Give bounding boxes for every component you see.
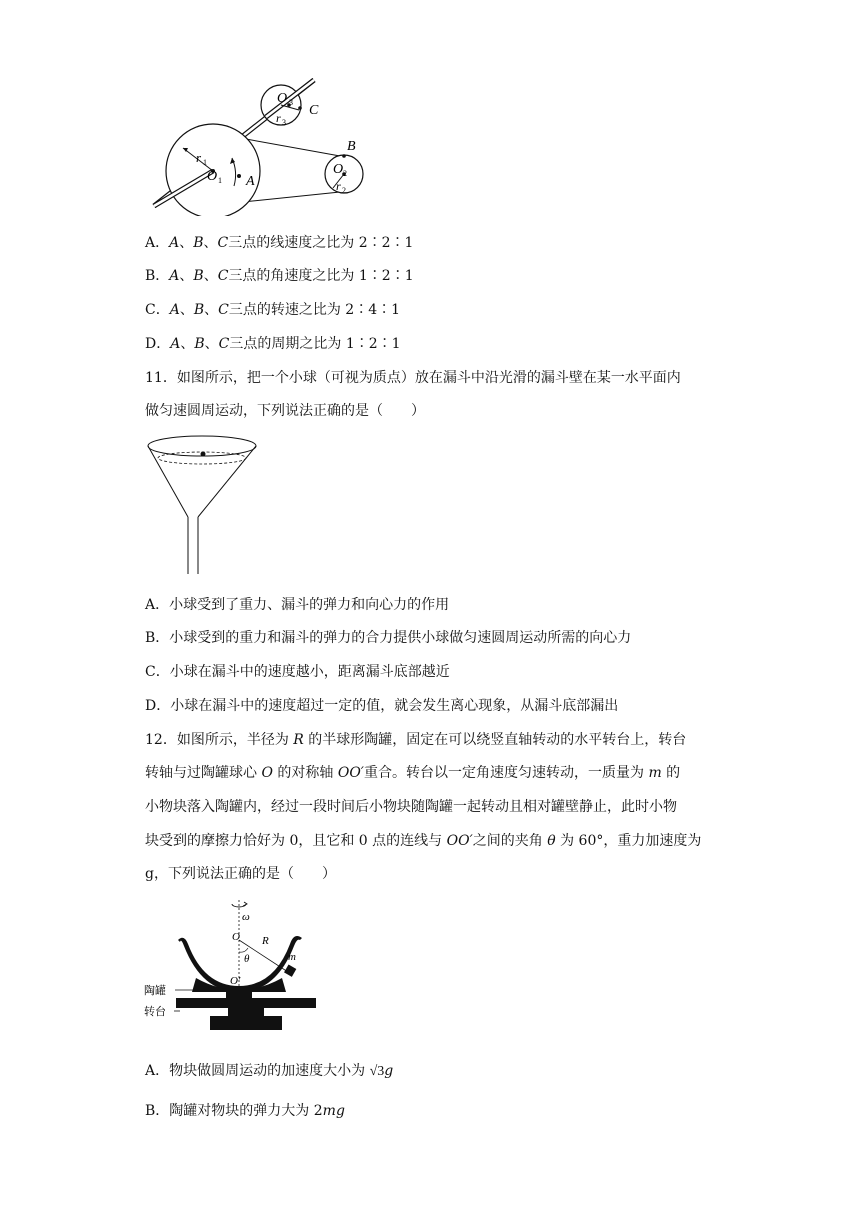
label-table: 转台 bbox=[144, 1005, 166, 1018]
q11-option-a[interactable]: A．小球受到了重力、漏斗的弹力和向心力的作用 bbox=[145, 597, 450, 613]
q12-stem-line3: 小物块落入陶罐内，经过一段时间后小物块随陶罐一起转动且相对罐壁静止，此时小物 bbox=[145, 799, 677, 815]
label-m: m bbox=[288, 951, 296, 963]
label-r1-sub: 1 bbox=[203, 158, 207, 167]
q11-option-c[interactable]: C．小球在漏斗中的速度越小，距离漏斗底部越近 bbox=[145, 664, 450, 680]
label-theta: θ bbox=[244, 953, 250, 965]
label-o2-sub: 2 bbox=[343, 169, 347, 178]
q11-option-b[interactable]: B．小球受到的重力和漏斗的弹力的合力提供小球做匀速圆周运动所需的向心力 bbox=[145, 630, 632, 646]
q10-option-d[interactable]: D．A、B、C三点的周期之比为 1∶2∶1 bbox=[145, 336, 401, 352]
label-o1-sub: 1 bbox=[218, 176, 222, 185]
label-a: A bbox=[246, 174, 255, 189]
q10-option-b[interactable]: B．A、B、C三点的角速度之比为 1∶2∶1 bbox=[145, 268, 414, 284]
label-r2-sub: 2 bbox=[342, 186, 346, 195]
q10-option-c[interactable]: C．A、B、C三点的转速之比为 2∶4∶1 bbox=[145, 302, 401, 318]
label-o3-sub: 3 bbox=[289, 98, 293, 107]
label-bowl: 陶罐 bbox=[144, 984, 166, 997]
label-r: R bbox=[262, 935, 269, 947]
label-o-prime: O′ bbox=[230, 975, 241, 987]
label-o1: O bbox=[207, 169, 218, 184]
q12-stem-line1: 12．如图所示，半径为 R 的半球形陶罐，固定在可以绕竖直轴转动的水平转台上，转台 bbox=[145, 732, 687, 748]
label-o3: O bbox=[277, 91, 288, 106]
label-r3: r bbox=[276, 111, 281, 125]
q12-stem-line4: 块受到的摩擦力恰好为 0，且它和 0 点的连线与 OO′之间的夹角 θ 为 60°，重力加速度为 bbox=[145, 833, 702, 849]
label-r1: r bbox=[196, 150, 202, 165]
label-r2: r bbox=[336, 179, 341, 193]
q12-option-b[interactable]: B．陶罐对物块的弹力大为 2mg bbox=[145, 1103, 345, 1119]
label-o2: O bbox=[333, 162, 344, 177]
q12-stem-line2: 转轴与过陶罐球心 O 的对称轴 OO′重合。转台以一定角速度匀速转动，一质量为 m 的 bbox=[145, 765, 681, 781]
q11-stem-line2: 做匀速圆周运动，下列说法正确的是（ ） bbox=[145, 403, 425, 419]
funnel-diagram bbox=[144, 432, 266, 578]
q10-option-a[interactable]: A．A、B、C三点的线速度之比为 2∶2∶1 bbox=[145, 235, 414, 251]
q11-option-d[interactable]: D．小球在漏斗中的速度超过一定的值，就会发生离心现象，从漏斗底部漏出 bbox=[145, 698, 619, 714]
label-omega: ω bbox=[242, 911, 250, 923]
q12-option-a[interactable]: A．物块做圆周运动的加速度大小为 √3g bbox=[145, 1063, 394, 1079]
label-c: C bbox=[309, 103, 319, 118]
label-b: B bbox=[347, 139, 356, 154]
bowl-turntable-diagram bbox=[140, 894, 330, 1040]
label-o: O bbox=[232, 931, 240, 943]
q11-stem-line1: 11．如图所示，把一个小球（可视为质点）放在漏斗中沿光滑的漏斗壁在某一水平面内 bbox=[145, 370, 681, 386]
label-r3-sub: 3 bbox=[282, 118, 286, 127]
pulley-diagram bbox=[148, 76, 378, 216]
q12-stem-line5: g，下列说法正确的是（ ） bbox=[145, 866, 336, 882]
